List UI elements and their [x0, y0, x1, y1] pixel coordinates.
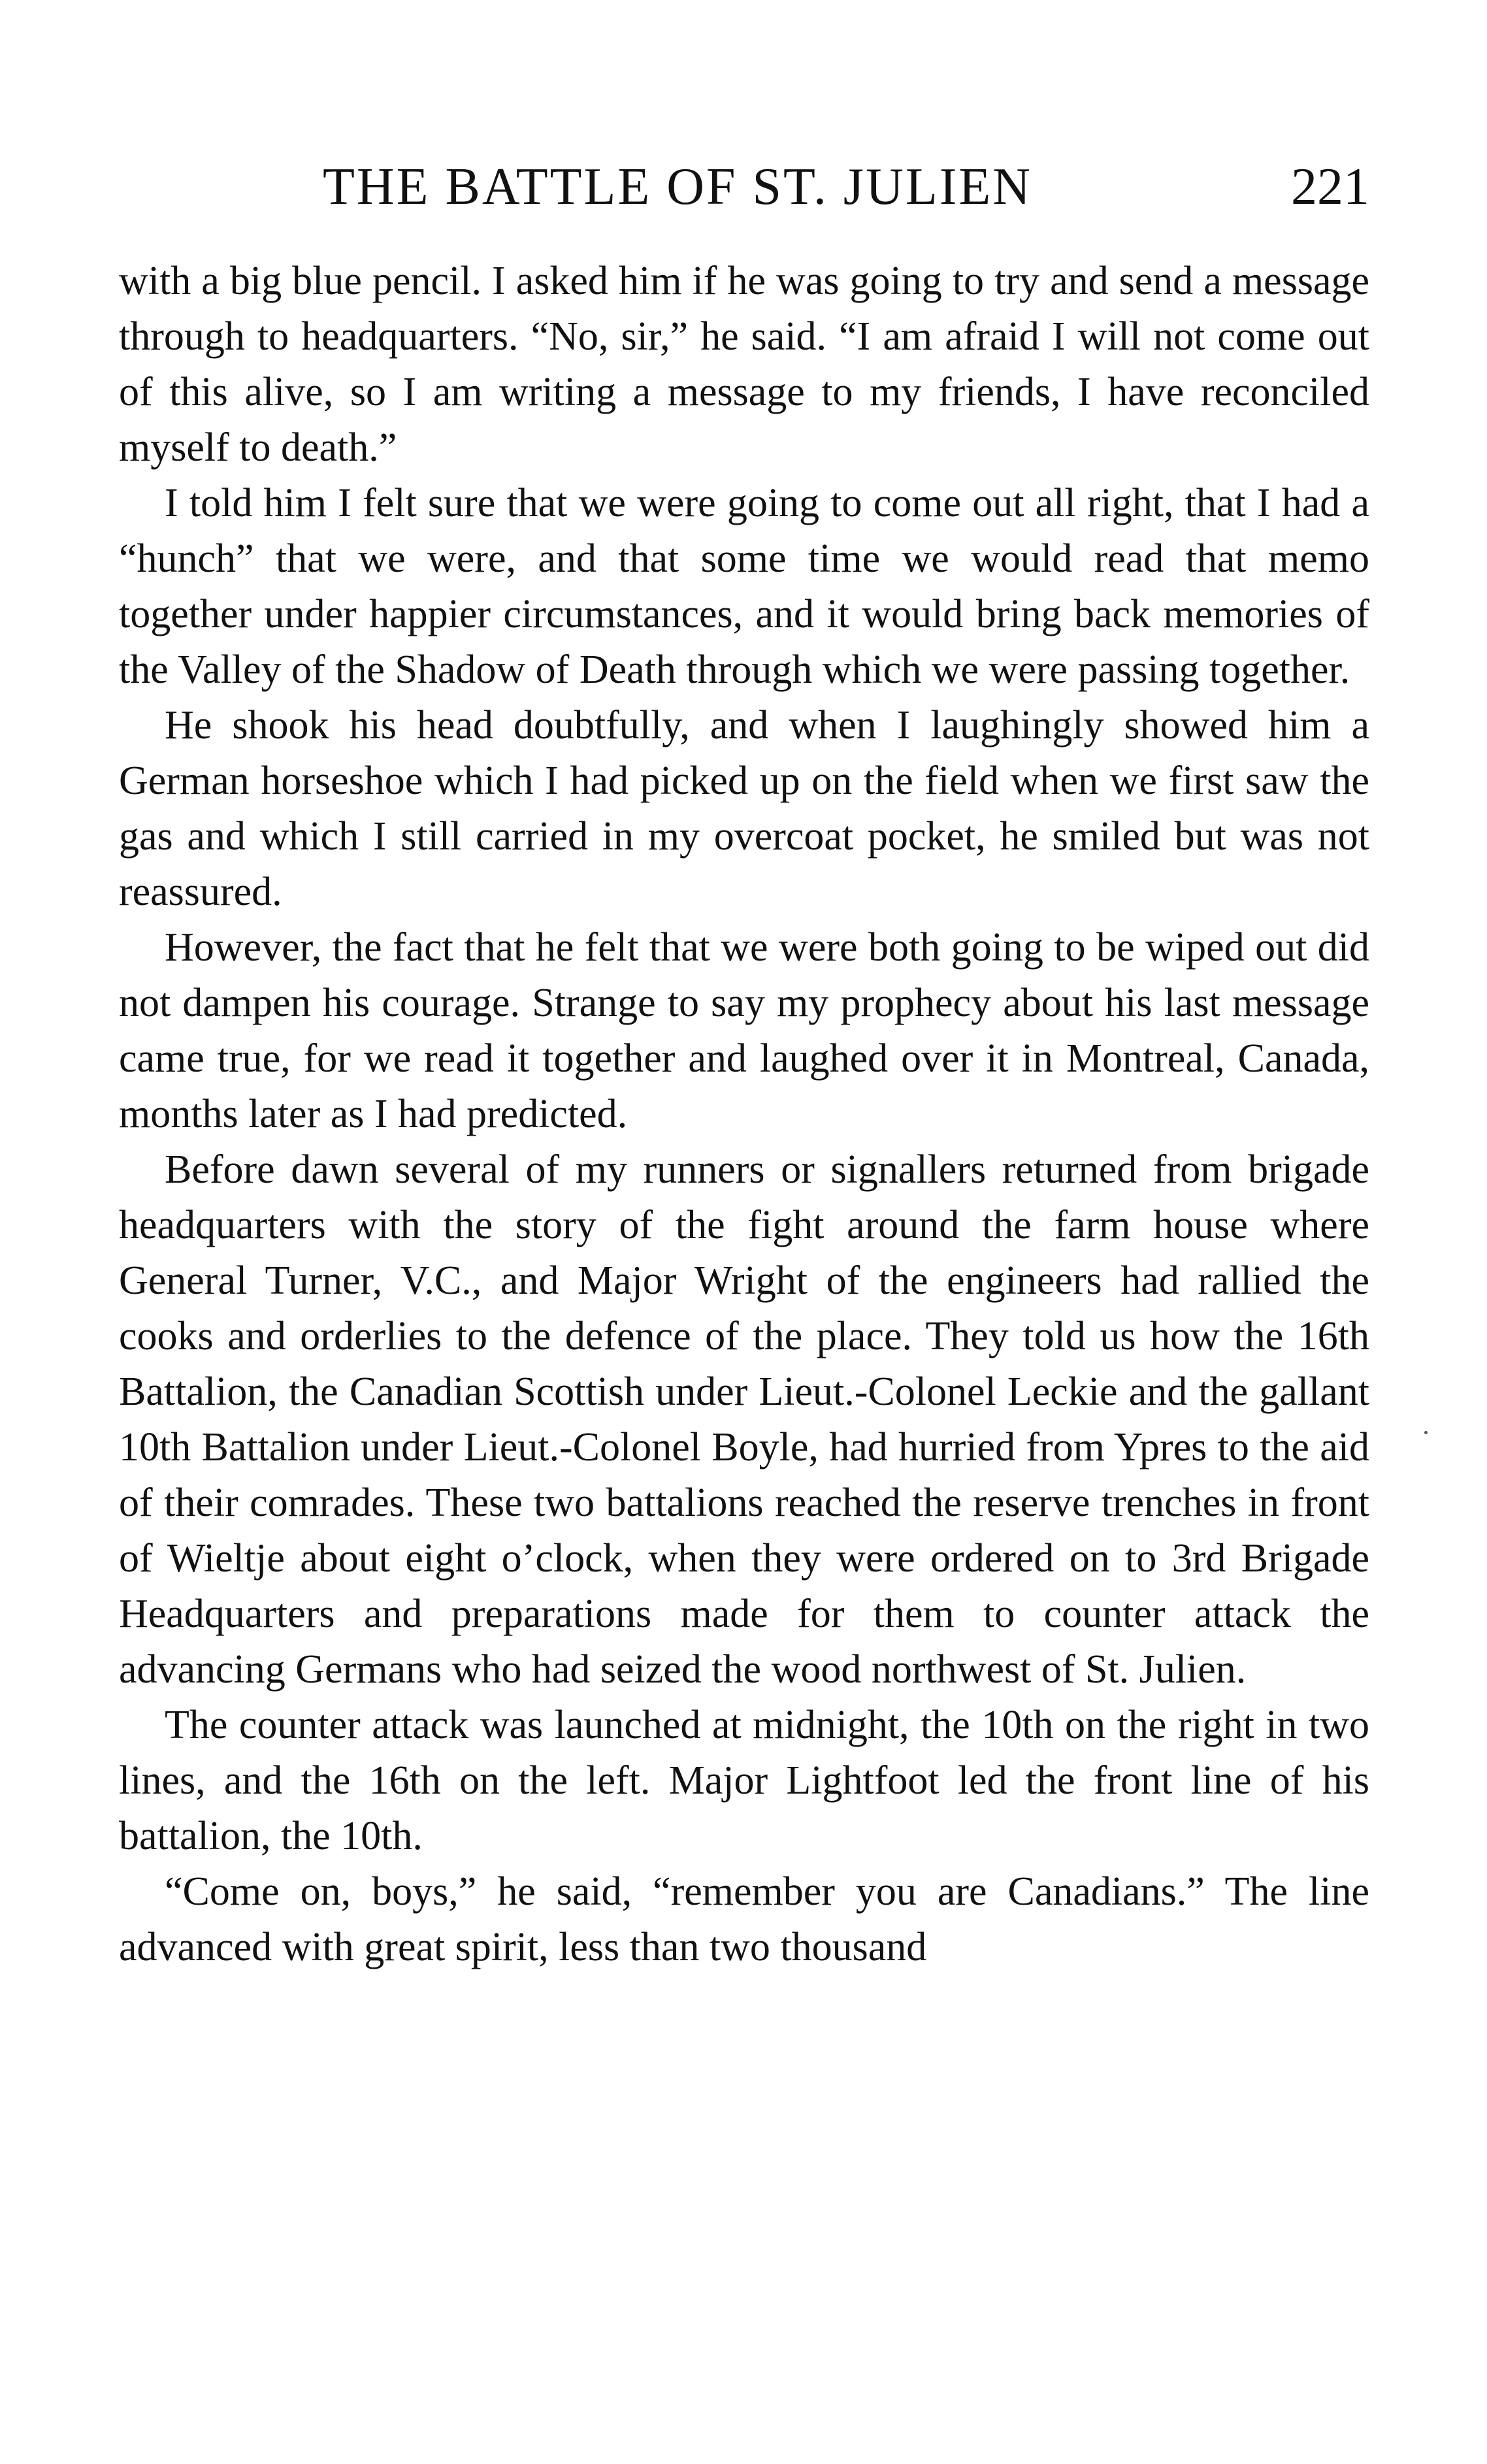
scan-speck [1424, 1431, 1428, 1434]
page-number: 221 [1291, 158, 1369, 216]
paragraph: The counter attack was launched at midnight, the 10th on the right in two lines, and the 16th on the left. Major Lightfoot led the front line of his battalion, the 10th. [119, 1703, 1369, 1858]
paragraph: I told him I felt sure that we were going to come out all right, that I had a “hunch” that we were, and that some time we would read that memo together under happier circumstances, and it would bring back memories of the Valley of the Shadow of Death through which we were passing together. [119, 481, 1369, 692]
paragraph: However, the fact that he felt that we were both going to be wiped out did not dampen his courage. Strange to say my prophecy about his last message came true, for we read it together and laughed over it in Montreal, Canada, months later as I had predicted. [119, 925, 1369, 1136]
running-head [119, 154, 1369, 220]
running-title: THE BATTLE OF ST. JULIEN [323, 158, 1032, 216]
paragraph-continuation: with a big blue pencil. I asked him if he was going to try and send a message through to headquarters. “No, sir,” he said. “I am afraid I will not come out of this alive, so I am writing a message to my friends, I have reconciled myself to death.” [119, 259, 1369, 470]
paragraph: Before dawn several of my runners or signallers returned from brigade headquarters with the story of the fight around the farm house where General Turner, V.C., and Major Wright of the engineers had rallied the cooks and orderlies to the defence of the place. They told us how the 16th Battalion, the Canadian Scottish under Lieut.-Colonel Leckie and the gallant 10th Battalion under Lieut.-Colonel Boyle, had hurried from Ypres to the aid of their comrades. These two battalions reached the reserve trenches in front of Wieltje about eight o’clock, when they were ordered on to 3rd Brigade Headquarters and preparations made for them to counter attack the advancing Germans who had seized the wood northwest of St. Julien. [119, 1147, 1369, 1692]
paragraph: He shook his head doubtfully, and when I laughingly showed him a German horseshoe which I had picked up on the field when we first saw the gas and which I still carried in my overcoat pocket, he smiled but was not reassured. [119, 703, 1369, 914]
paragraph: “Come on, boys,” he said, “remember you are Canadians.” The line advanced with great spirit, less than two thousand [119, 1869, 1369, 1969]
body-text [119, 254, 1369, 1975]
